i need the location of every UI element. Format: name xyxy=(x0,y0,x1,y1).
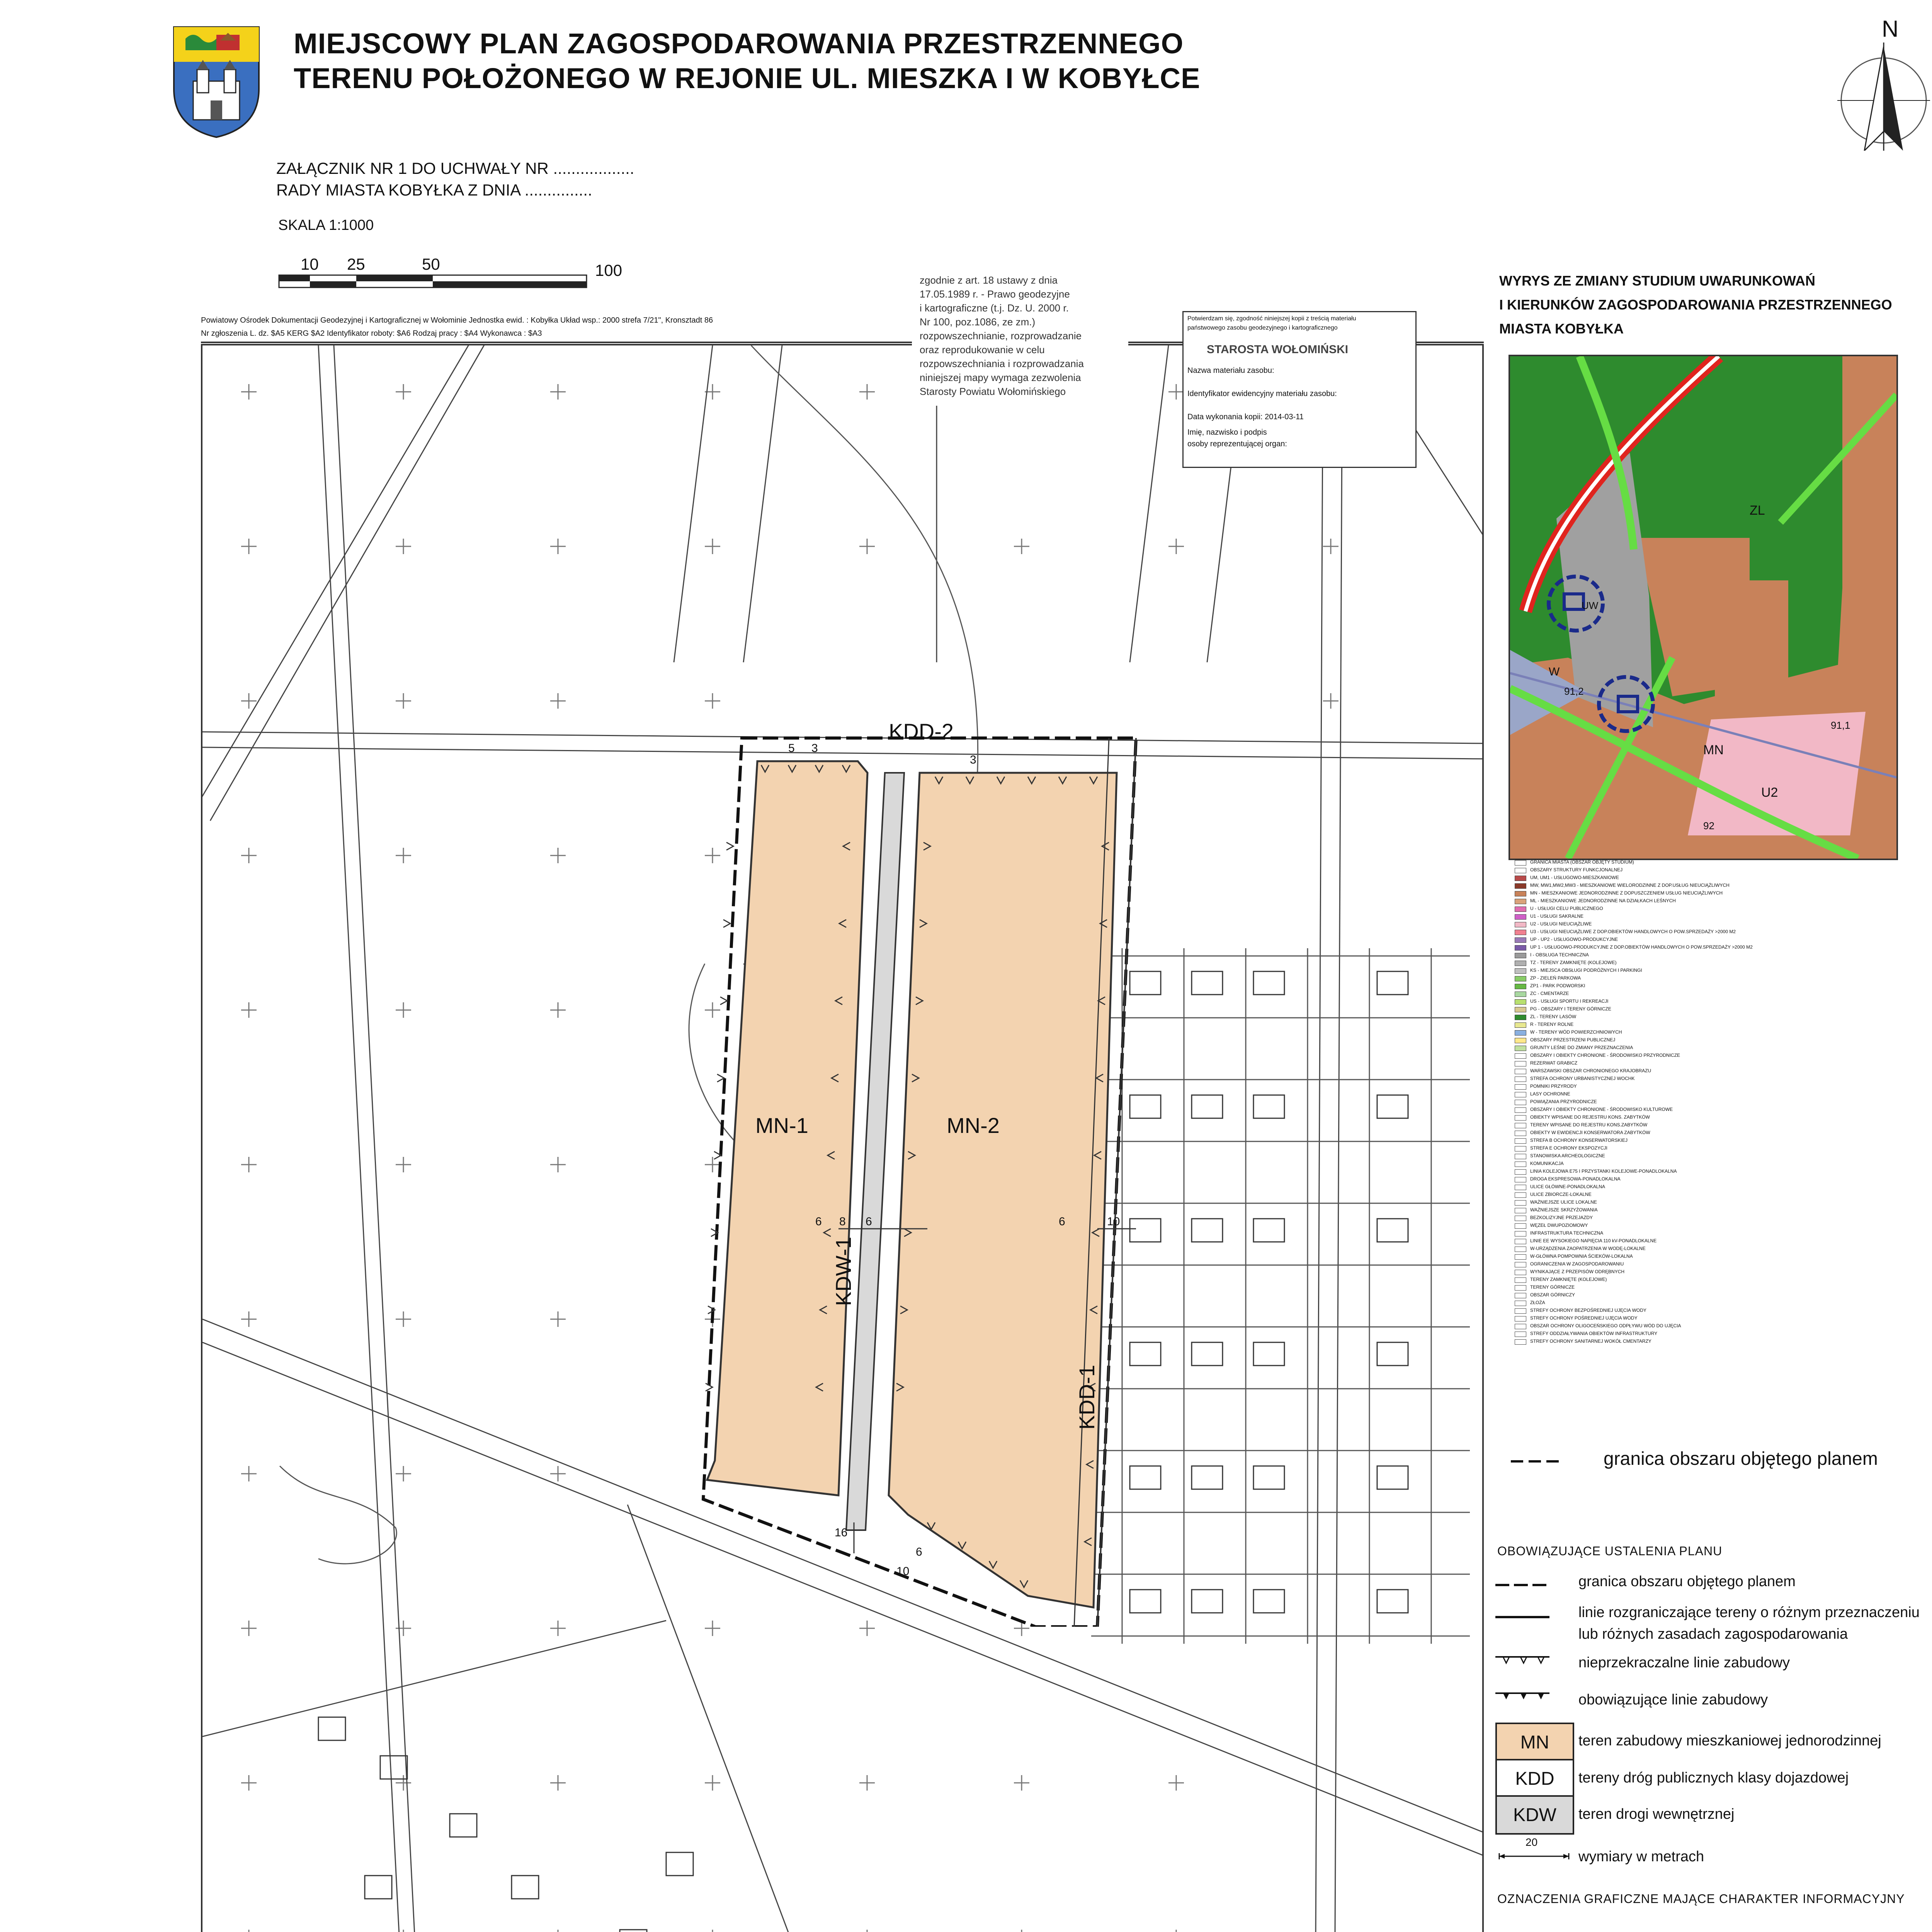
study-legend-label: MW, MW1,MW2,MW3 - MIESZKANIOWE WIELORODZINNE Z DOP.USŁUG NIEUCIĄŻLIWYCH xyxy=(1530,883,1730,888)
study-legend-swatch xyxy=(1515,1316,1526,1321)
binding-legend-heading: OBOWIĄZUJĄCE USTALENIA PLANU xyxy=(1497,1544,1723,1558)
dimension-6: 6 xyxy=(1059,1215,1065,1228)
dimension-3: 3 xyxy=(811,742,818,755)
study-legend-swatch xyxy=(1515,1332,1526,1337)
study-legend-label: R - TERENY ROLNE xyxy=(1530,1022,1574,1027)
scalebar-label-10: 10 xyxy=(301,255,319,273)
study-boundary-label: granica obszaru objętego planem xyxy=(1604,1449,1878,1469)
copyright-stamp-line: i kartograficzne (t.j. Dz. U. 2000 r. xyxy=(920,302,1069,314)
study-extract-title-2: I KIERUNKÓW ZAGOSPODAROWANIA PRZESTRZENNEGO xyxy=(1499,297,1892,313)
study-legend-label: STREFY OCHRONY BEZPOŚREDNIEJ UJĘCIA WODY xyxy=(1530,1308,1646,1313)
annex-line-2: RADY MIASTA KOBYŁKA Z DNIA ............... xyxy=(276,181,592,199)
study-legend-swatch xyxy=(1515,868,1526,873)
zone-label-mn-1: MN-1 xyxy=(755,1113,808,1138)
study-legend-swatch xyxy=(1515,1192,1526,1198)
study-legend-swatch xyxy=(1515,961,1526,966)
study-legend-swatch xyxy=(1515,1301,1526,1306)
study-legend-swatch xyxy=(1515,1146,1526,1151)
annex-line-1: ZAŁĄCZNIK NR 1 DO UCHWAŁY NR .................. xyxy=(276,159,634,177)
copyright-stamp xyxy=(912,274,1128,406)
kdw-legend-label: teren drogi wewnętrznej xyxy=(1578,1806,1735,1822)
study-legend-label: LINIE EE WYSOKIEGO NAPIĘCIA 110 kV-PONADLOKALNE xyxy=(1530,1238,1657,1243)
study-legend-label: OGRANICZENIA W ZAGOSPODAROWANIU xyxy=(1530,1261,1624,1267)
dimension-3: 3 xyxy=(970,753,976,766)
study-legend-swatch xyxy=(1515,953,1526,958)
study-legend-swatch xyxy=(1515,1061,1526,1066)
north-arrow-icon xyxy=(1837,43,1930,151)
study-legend-swatch xyxy=(1515,922,1526,927)
study-legend-label: US - USŁUGI SPORTU I REKREACJI xyxy=(1530,998,1609,1004)
study-legend-swatch xyxy=(1515,992,1526,997)
study-legend-label: ULICE ZBIORCZE-LOKALNE xyxy=(1530,1192,1592,1197)
certification-line: osoby reprezentującej organ: xyxy=(1187,440,1287,448)
study-legend-swatch xyxy=(1515,1162,1526,1167)
study-legend-swatch xyxy=(1515,1084,1526,1090)
study-legend-label: WYNIKAJĄCE Z PRZEPISÓW ODRĘBNYCH xyxy=(1530,1269,1625,1274)
dimension-16: 16 xyxy=(835,1526,848,1539)
study-legend-swatch xyxy=(1515,1293,1526,1298)
dimension-5: 5 xyxy=(788,742,795,755)
study-legend-label: STREFA OCHRONY URBANISTYCZNEJ WOCHK xyxy=(1530,1076,1635,1081)
study-extract-title-1: WYRYS ZE ZMIANY STUDIUM UWARUNKOWAŃ xyxy=(1499,273,1815,289)
study-legend-label: DROGA EKSPRESOWA-PONADLOKALNA xyxy=(1530,1176,1621,1182)
scale-label: SKALA 1:1000 xyxy=(278,217,374,233)
study-legend-swatch xyxy=(1515,1123,1526,1128)
study-legend-swatch xyxy=(1515,1216,1526,1221)
study-legend-swatch xyxy=(1515,968,1526,974)
study-legend-swatch xyxy=(1515,906,1526,912)
copyright-stamp-line: rozpowszechnianie, rozprowadzanie xyxy=(920,330,1082,342)
study-legend-swatch xyxy=(1515,1015,1526,1020)
survey-header-line-1: Powiatowy Ośrodek Dokumentacji Geodezyjnej i Kartograficznej w Wołominie Jednostka ewid. : Kobyłka Układ wsp.: 2000 strefa 7/21", Kronsztadt 86 xyxy=(201,316,713,325)
study-boundary-dash-icon xyxy=(1511,1458,1561,1461)
copyright-stamp-line: 17.05.1989 r. - Prawo geodezyjne xyxy=(920,288,1070,300)
coat-of-arms xyxy=(170,23,263,139)
plan-overlay xyxy=(688,719,1151,1627)
study-legend-label: GRANICA MIASTA (OBSZAR OBJĘTY STUDIUM) xyxy=(1530,859,1634,865)
study-legend-label: I - OBSŁUGA TECHNICZNA xyxy=(1530,952,1589,957)
study-label-u2: U2 xyxy=(1761,785,1778,800)
study-legend xyxy=(1515,859,1886,1400)
study-legend-swatch xyxy=(1515,899,1526,904)
kdd-legend-label: tereny dróg publicznych klasy dojazdowej xyxy=(1578,1770,1849,1786)
study-label-91-2: 91,2 xyxy=(1564,685,1584,697)
study-legend-label: U1 - USŁUGI SAKRALNE xyxy=(1530,913,1584,919)
study-legend-swatch xyxy=(1515,1231,1526,1236)
study-legend-swatch xyxy=(1515,876,1526,881)
info-legend-heading: OZNACZENIA GRAFICZNE MAJĄCE CHARAKTER INFORMACYJNY xyxy=(1497,1892,1905,1906)
study-legend-label: REZERWAT GRABICZ xyxy=(1530,1060,1578,1066)
mn-legend-label: teren zabudowy mieszkaniowej jednorodzinnej xyxy=(1578,1733,1881,1749)
study-legend-swatch xyxy=(1515,1339,1526,1345)
zone-label-kdd-1: KDD-1 xyxy=(1075,1364,1099,1430)
zone-label-kdd-2: KDD-2 xyxy=(889,719,954,743)
study-legend-swatch xyxy=(1515,976,1526,981)
dividing-line-legend-icon xyxy=(1495,1616,1549,1618)
study-legend-swatch xyxy=(1515,1277,1526,1283)
plan-title-line-1: MIEJSCOWY PLAN ZAGOSPODAROWANIA PRZESTRZENNEGO xyxy=(294,27,1184,60)
dimension-6: 6 xyxy=(866,1215,872,1228)
study-legend-label: W-GŁÓWNA POMPOWNIA ŚCIEKÓW-LOKALNA xyxy=(1530,1253,1633,1259)
dividing-lines-label-1: linie rozgraniczające tereny o różnym przeznaczeniu xyxy=(1578,1604,1920,1621)
kdd-legend-swatch: KDD xyxy=(1495,1759,1574,1798)
dimension-6: 6 xyxy=(815,1215,822,1228)
study-legend-swatch xyxy=(1515,914,1526,920)
dimension-legend-value: 20 xyxy=(1526,1836,1538,1848)
copyright-stamp-line: zgodnie z art. 18 ustawy z dnia xyxy=(920,274,1058,286)
certification-line: państwowego zasobu geodezyjnego i kartograficznego xyxy=(1187,325,1338,331)
study-legend-swatch xyxy=(1515,930,1526,935)
study-legend-swatch xyxy=(1515,1069,1526,1074)
study-legend-swatch xyxy=(1515,999,1526,1005)
study-legend-label: OBSZARY I OBIEKTY CHRONIONE - ŚRODOWISKO PRZYRODNICZE xyxy=(1530,1053,1680,1058)
study-legend-label: OBSZAR OCHRONY OLIGOCEŃSKIEGO ODPŁYWU WÓD DO UJĘCIA xyxy=(1530,1323,1681,1328)
study-legend-label: ZL - TERENY LASÓW xyxy=(1530,1014,1577,1019)
copyright-stamp-line: niniejszej mapy wymaga zezwolenia xyxy=(920,372,1081,383)
certification-line: Identyfikator ewidencyjny materiału zasobu: xyxy=(1187,389,1337,398)
north-label: N xyxy=(1882,16,1899,42)
study-legend-swatch xyxy=(1515,1308,1526,1314)
study-label-w: W xyxy=(1549,665,1560,678)
zone-mn-2 xyxy=(889,773,1117,1607)
study-legend-swatch xyxy=(1515,1115,1526,1121)
study-legend-swatch xyxy=(1515,1007,1526,1012)
dimension-6: 6 xyxy=(916,1546,922,1558)
study-legend-swatch xyxy=(1515,1200,1526,1206)
study-legend-swatch xyxy=(1515,1046,1526,1051)
study-legend-label: BEZKOLIZYJNE PRZEJAZDY xyxy=(1530,1215,1593,1220)
study-legend-label: TERENY ZAMKNIĘTE (KOLEJOWE) xyxy=(1530,1277,1607,1282)
study-legend-label: OBIEKTY W EWIDENCJI KONSERWATORA ZABYTKÓW xyxy=(1530,1130,1650,1135)
kdw-legend-swatch: KDW xyxy=(1495,1795,1574,1835)
study-legend-swatch xyxy=(1515,1285,1526,1291)
study-legend-label: STREFA E OCHRONY EKSPOZYCJI xyxy=(1530,1145,1607,1151)
study-legend-label: ML - MIESZKANIOWE JEDNORODZINNE NA DZIAŁKACH LEŚNYCH xyxy=(1530,898,1676,903)
study-legend-swatch xyxy=(1515,1053,1526,1059)
study-legend-label: U - USŁUGI CELU PUBLICZNEGO xyxy=(1530,906,1603,911)
mandatory-line-label: obowiązujące linie zabudowy xyxy=(1578,1692,1768,1708)
study-legend-swatch xyxy=(1515,984,1526,989)
copyright-stamp-line: rozpowszechniania i rozprowadzania xyxy=(920,358,1084,369)
study-legend-swatch xyxy=(1515,883,1526,889)
study-legend-swatch xyxy=(1515,1177,1526,1182)
study-legend-swatch xyxy=(1515,1138,1526,1144)
study-legend-label: LASY OCHRONNE xyxy=(1530,1091,1570,1097)
study-legend-label: STANOWISKA ARCHEOLOGICZNE xyxy=(1530,1153,1605,1158)
study-legend-swatch xyxy=(1515,1022,1526,1028)
study-legend-swatch xyxy=(1515,1107,1526,1113)
dimension-10: 10 xyxy=(896,1565,910,1578)
dimension-8: 8 xyxy=(839,1215,846,1228)
study-legend-label: W - TERENY WÓD POWIERZCHNIOWYCH xyxy=(1530,1029,1622,1035)
study-legend-label: OBSZARY I OBIEKTY CHRONIONE - ŚRODOWISKO KULTUROWE xyxy=(1530,1107,1673,1112)
study-legend-label: WARSZAWSKI OBSZAR CHRONIONEGO KRAJOBRAZU xyxy=(1530,1068,1651,1073)
study-legend-label: UP - UP2 - USŁUGOWO-PRODUKCYJNE xyxy=(1530,937,1618,942)
study-label-zl: ZL xyxy=(1750,503,1765,518)
study-legend-swatch xyxy=(1515,1208,1526,1213)
study-legend-swatch xyxy=(1515,1247,1526,1252)
study-legend-label: ZC - CMENTARZE xyxy=(1530,991,1569,996)
boundary-legend-label: granica obszaru objętego planem xyxy=(1578,1573,1796,1590)
study-extract-title-3: MIASTA KOBYŁKA xyxy=(1499,321,1624,337)
study-legend-swatch xyxy=(1515,1185,1526,1190)
study-legend-label: INFRASTRUKTURA TECHNICZNA xyxy=(1530,1230,1604,1236)
copyright-stamp-line: Nr 100, poz.1086, ze zm.) xyxy=(920,316,1036,328)
study-legend-label: WAŻNIEJSZE SKRZYŻOWANIA xyxy=(1530,1207,1598,1213)
study-extract-map xyxy=(1509,355,1898,860)
survey-header-line-2: Nr zgłoszenia L. dz. $A5 KERG $A2 Identyfikator roboty: $A6 Rodzaj pracy : $A4 Wykonawca : $A3 xyxy=(201,329,542,338)
study-legend-label: WAŻNIEJSZE ULICE LOKALNE xyxy=(1530,1199,1597,1205)
zone-label-kdw-1: KDW-1 xyxy=(831,1236,855,1306)
study-legend-swatch xyxy=(1515,1324,1526,1329)
study-legend-label: OBSZARY PRZESTRZENI PUBLICZNEJ xyxy=(1530,1037,1616,1043)
study-legend-label: WĘZEŁ DWUPOZIOMOWY xyxy=(1530,1223,1588,1228)
study-legend-label: OBIEKTY WPISANE DO REJESTRU KONS. ZABYTKÓW xyxy=(1530,1114,1650,1120)
study-legend-swatch xyxy=(1515,1154,1526,1159)
study-label-91-1: 91,1 xyxy=(1831,719,1850,731)
copyright-stamp-line: Starosty Powiatu Wołomińskiego xyxy=(920,386,1066,397)
certification-line: Imię, nazwisko i podpis xyxy=(1187,428,1267,437)
scalebar-label-25: 25 xyxy=(347,255,365,273)
study-label-mn: MN xyxy=(1703,743,1724,757)
study-legend-swatch xyxy=(1515,1100,1526,1105)
boundary-legend-icon xyxy=(1495,1582,1549,1586)
study-legend-label: KS - MIEJSCA OBSŁUGI PODRÓŻNYCH I PARKINGI xyxy=(1530,968,1642,973)
study-legend-swatch xyxy=(1515,891,1526,896)
study-legend-label: MN - MIESZKANIOWE JEDNORODZINNE Z DOPUSZCZENIEM USŁUG NIEUCIĄŻLIWYCH xyxy=(1530,890,1723,896)
study-legend-label: PG - OBSZARY I TERENY GÓRNICZE xyxy=(1530,1006,1611,1012)
certification-line: Data wykonania kopii: 2014-03-11 xyxy=(1187,413,1304,421)
study-label-uw: UW xyxy=(1582,600,1599,611)
study-legend-label: STREFY OCHRONY SANITARNEJ WOKÓŁ CMENTARZY xyxy=(1530,1338,1651,1344)
zone-label-mn-2: MN-2 xyxy=(947,1113,1000,1138)
study-legend-label: UM, UM1 - USŁUGOWO-MIESZKANIOWE xyxy=(1530,875,1619,880)
study-legend-label: OBSZARY STRUKTURY FUNKCJONALNEJ xyxy=(1530,867,1623,872)
copyright-stamp-line: oraz reprodukowanie w celu xyxy=(920,344,1045,355)
study-legend-label: TERENY GÓRNICZE xyxy=(1530,1284,1575,1290)
study-legend-label: TERENY WPISANE DO REJESTRU KONS.ZABYTKÓW xyxy=(1530,1122,1648,1128)
study-legend-swatch xyxy=(1515,1131,1526,1136)
study-legend-label: UP 1 - USŁUGOWO-PRODUKCYJNE Z DOP.OBIEKTÓW HANDLOWYCH O POW.SPRZEDAŻY >2000 M2 xyxy=(1530,944,1753,950)
dividing-lines-label-2: lub różnych zasadach zagospodarowania xyxy=(1578,1626,1848,1642)
study-legend-label: OBSZAR GÓRNICZY xyxy=(1530,1292,1575,1298)
mn-legend-swatch: MN xyxy=(1495,1723,1574,1762)
study-legend-swatch xyxy=(1515,1030,1526,1036)
study-legend-swatch xyxy=(1515,1092,1526,1097)
non-exceed-line-label: nieprzekraczalne linie zabudowy xyxy=(1578,1655,1790,1671)
study-legend-label: ZŁOŻA xyxy=(1530,1300,1545,1305)
study-legend-label: POMNIKI PRZYRODY xyxy=(1530,1083,1577,1089)
study-legend-swatch xyxy=(1515,1169,1526,1175)
scale-bar xyxy=(278,274,587,288)
study-legend-label: U3 - USŁUGI NIEUCIĄŻLIWE Z DOP.OBIEKTÓW HANDLOWYCH O POW.SPRZEDAŻY >2000 M2 xyxy=(1530,929,1736,934)
study-legend-label: LINIA KOLEJOWA E75 I PRZYSTANKI KOLEJOWE-PONADLOKALNA xyxy=(1530,1168,1677,1174)
study-legend-label: TZ - TERENY ZAMKNIĘTE (KOLEJOWE) xyxy=(1530,960,1617,965)
dimension-legend-label: wymiary w metrach xyxy=(1578,1849,1704,1865)
study-legend-swatch xyxy=(1515,860,1526,866)
study-legend-swatch xyxy=(1515,1239,1526,1244)
study-legend-label: POWIĄZANIA PRZYRODNICZE xyxy=(1530,1099,1597,1104)
copy-certification-stamp xyxy=(1182,311,1417,468)
plan-title-line-2: TERENU POŁOŻONEGO W REJONIE UL. MIESZKA I W KOBYŁCE xyxy=(294,62,1201,94)
study-legend-label: STREFY ODDZIAŁYWANIA OBIEKTÓW INFRASTRUKTURY xyxy=(1530,1331,1658,1336)
study-legend-label: U2 - USŁUGI NIEUCIĄŻLIWE xyxy=(1530,921,1592,927)
study-legend-swatch xyxy=(1515,945,1526,951)
study-legend-label: ULICE GŁÓWNE-PONADLOKALNA xyxy=(1530,1184,1605,1189)
study-legend-swatch xyxy=(1515,937,1526,943)
study-legend-swatch xyxy=(1515,1270,1526,1275)
certification-line: STAROSTA WOŁOMIŃSKI xyxy=(1207,343,1349,356)
study-legend-swatch xyxy=(1515,1254,1526,1260)
study-legend-swatch xyxy=(1515,1223,1526,1229)
scalebar-label-100: 100 xyxy=(595,261,622,279)
study-legend-label: GRUNTY LEŚNE DO ZMIANY PRZEZNACZENIA xyxy=(1530,1045,1633,1050)
study-legend-label: KOMUNIKACJA xyxy=(1530,1161,1564,1166)
certification-line: Potwierdzam się, zgodność niniejszej kopii z treścią materiału xyxy=(1187,315,1356,322)
study-legend-label: STREFY OCHRONY POŚREDNIEJ UJĘCIA WODY xyxy=(1530,1315,1638,1321)
study-legend-swatch xyxy=(1515,1262,1526,1267)
study-legend-label: STREFA B OCHRONY KONSERWATORSKIEJ xyxy=(1530,1138,1628,1143)
study-legend-swatch xyxy=(1515,1038,1526,1043)
certification-line: Nazwa materiału zasobu: xyxy=(1187,366,1274,375)
residential-block-2 xyxy=(1715,580,1788,704)
study-label-92: 92 xyxy=(1703,820,1714,832)
non-exceed-line-icon xyxy=(1495,1655,1549,1667)
dimension-10: 10 xyxy=(1107,1215,1120,1228)
study-legend-label: ZP1 - PARK PODWORSKI xyxy=(1530,983,1585,988)
study-legend-label: ZP - ZIELEŃ PARKOWA xyxy=(1530,975,1581,981)
study-legend-swatch xyxy=(1515,1077,1526,1082)
study-legend-label: W-URZĄDZENIA ZAOPATRZENIA W WODĘ-LOKALNE xyxy=(1530,1246,1646,1251)
scalebar-label-50: 50 xyxy=(422,255,440,273)
mandatory-line-icon xyxy=(1495,1692,1549,1703)
